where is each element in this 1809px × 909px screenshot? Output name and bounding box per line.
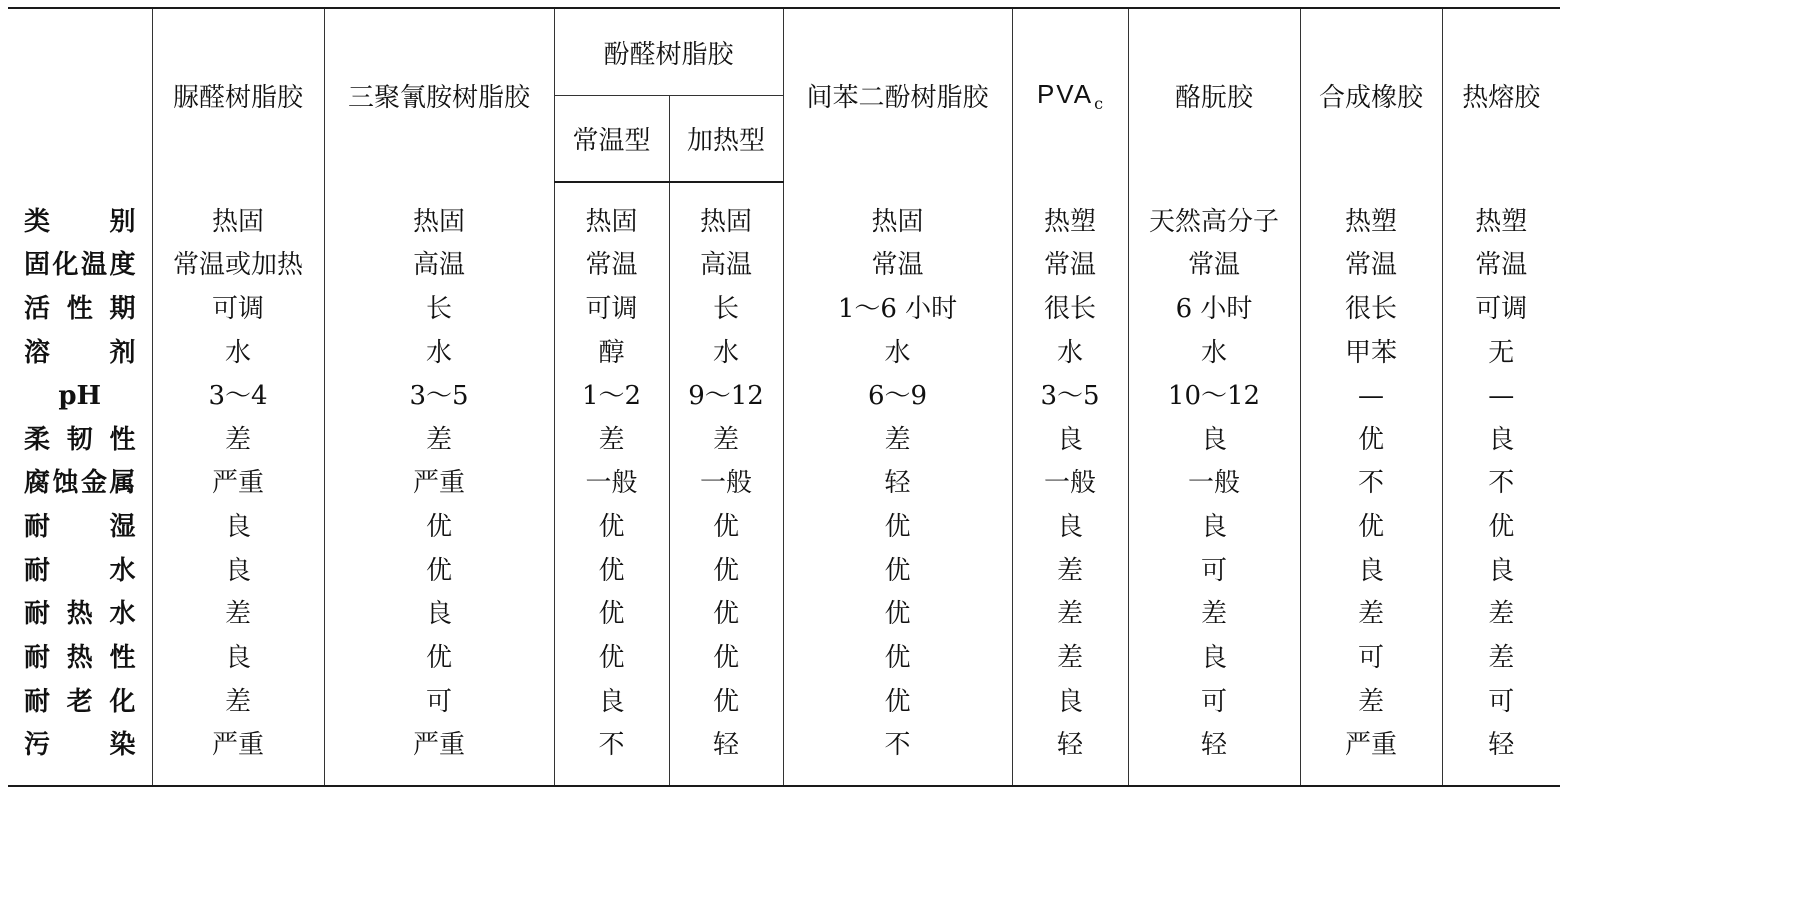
table-cell: 长 [669, 288, 783, 332]
table-cell: 常温 [1128, 244, 1300, 288]
table-cell: 差 [152, 593, 324, 637]
table-row [8, 200, 1560, 244]
table-cell: 良 [152, 637, 324, 681]
table-cell: 严重 [1300, 724, 1442, 768]
row-label: 耐热水 [24, 599, 136, 630]
row-label: 溶剂 [24, 337, 136, 368]
row-label: 柔韧性 [24, 424, 136, 455]
table-cell: 1～2 [554, 375, 669, 419]
table-cell: 轻 [783, 462, 1012, 506]
table-row [8, 331, 1560, 375]
row-label: 类别 [24, 206, 136, 237]
header-resorcinol: 间苯二酚树脂胶 [783, 8, 1012, 182]
table-cell: 6 小时 [1128, 288, 1300, 332]
table-cell: 9～12 [669, 375, 783, 419]
table-cell: 良 [1012, 506, 1128, 550]
table-cell: 优 [324, 637, 554, 681]
table-row [8, 680, 1560, 724]
table-row [8, 418, 1560, 462]
header-phenolic-room-temp: 常温型 [554, 96, 669, 183]
table-row [8, 637, 1560, 681]
table-cell: 水 [669, 331, 783, 375]
table-body [8, 182, 1560, 786]
table-cell: 优 [554, 506, 669, 550]
row-label: 固化温度 [24, 250, 136, 281]
table-cell: 优 [783, 549, 1012, 593]
table-cell: 长 [324, 288, 554, 332]
table-cell: — [1442, 375, 1560, 419]
table-cell: 优 [554, 549, 669, 593]
table-cell: 热塑 [1300, 200, 1442, 244]
table-cell: 优 [324, 549, 554, 593]
table-cell: 不 [554, 724, 669, 768]
table-row [8, 506, 1560, 550]
table-cell: 差 [554, 418, 669, 462]
row-label: 耐热性 [24, 642, 136, 673]
header-row-group [8, 8, 1560, 96]
table-cell: 可调 [152, 288, 324, 332]
table-cell: 常温 [1442, 244, 1560, 288]
table-cell: 差 [1012, 549, 1128, 593]
table-row [8, 244, 1560, 288]
header-pvac [1012, 8, 1128, 182]
table-cell: 热固 [324, 200, 554, 244]
spacer-row [8, 768, 1560, 786]
table-cell: 热固 [669, 200, 783, 244]
table-cell: 良 [1012, 418, 1128, 462]
table-cell: 优 [1300, 418, 1442, 462]
table-cell: 一般 [554, 462, 669, 506]
table-cell: 一般 [1012, 462, 1128, 506]
table-cell: 差 [152, 680, 324, 724]
table-cell: 良 [1442, 418, 1560, 462]
table-cell: 常温 [1012, 244, 1128, 288]
table-header [8, 8, 1560, 182]
table-cell: 差 [1300, 680, 1442, 724]
table-cell: 一般 [669, 462, 783, 506]
table-row [8, 288, 1560, 332]
table-cell: 甲苯 [1300, 331, 1442, 375]
table-cell: 优 [783, 637, 1012, 681]
table-cell: 水 [152, 331, 324, 375]
pvac-subscript: c [1094, 93, 1104, 113]
table-cell: 优 [669, 549, 783, 593]
table-cell: 良 [152, 549, 324, 593]
row-label: 污染 [24, 730, 136, 761]
table-cell: 热塑 [1442, 200, 1560, 244]
table-cell: 优 [669, 637, 783, 681]
table-cell: 差 [1012, 637, 1128, 681]
table-cell: 水 [783, 331, 1012, 375]
table-cell: 良 [324, 593, 554, 637]
table-cell: 不 [783, 724, 1012, 768]
table-cell: 优 [554, 593, 669, 637]
table-cell: 10～12 [1128, 375, 1300, 419]
table-cell: 差 [152, 418, 324, 462]
table-row [8, 375, 1560, 419]
table-cell: 很长 [1300, 288, 1442, 332]
table-cell: 良 [1012, 680, 1128, 724]
adhesive-properties-table [8, 7, 1560, 787]
spacer-row [8, 182, 1560, 200]
table-cell: 醇 [554, 331, 669, 375]
table-cell: 1～6 小时 [783, 288, 1012, 332]
table-cell: 严重 [152, 462, 324, 506]
row-label: 耐老化 [24, 686, 136, 717]
table-cell: 优 [669, 593, 783, 637]
table-cell: 差 [1442, 593, 1560, 637]
table-cell: 水 [1012, 331, 1128, 375]
table-row [8, 724, 1560, 768]
table-cell: 优 [783, 506, 1012, 550]
row-label: pH [58, 381, 102, 412]
table-cell: 良 [1128, 637, 1300, 681]
table-cell: 常温 [783, 244, 1012, 288]
header-corner [8, 8, 152, 182]
header-casein: 酪朊胶 [1128, 8, 1300, 182]
table-cell: 优 [669, 680, 783, 724]
table-cell: 3～4 [152, 375, 324, 419]
table-cell: 良 [554, 680, 669, 724]
table-cell: 优 [324, 506, 554, 550]
table-cell: 高温 [324, 244, 554, 288]
table-cell: 水 [1128, 331, 1300, 375]
table-cell: 轻 [1442, 724, 1560, 768]
row-label: 耐水 [24, 555, 136, 586]
table-cell: 可调 [554, 288, 669, 332]
row-label: 活性期 [24, 293, 136, 324]
header-melamine: 三聚氰胺树脂胶 [324, 8, 554, 182]
table-cell: 常温或加热 [152, 244, 324, 288]
table-cell: — [1300, 375, 1442, 419]
table-cell: 优 [783, 593, 1012, 637]
table-cell: 无 [1442, 331, 1560, 375]
header-synthetic-rubber: 合成橡胶 [1300, 8, 1442, 182]
table-cell: 水 [324, 331, 554, 375]
header-urea-formaldehyde: 脲醛树脂胶 [152, 8, 324, 182]
header-phenolic-group: 酚醛树脂胶 [554, 8, 783, 96]
table-cell: 良 [1128, 506, 1300, 550]
table-cell: 优 [1442, 506, 1560, 550]
table-cell: 轻 [669, 724, 783, 768]
table-cell: 可 [1442, 680, 1560, 724]
table-cell: 良 [1300, 549, 1442, 593]
table-cell: 严重 [152, 724, 324, 768]
table-cell: 热固 [783, 200, 1012, 244]
table-cell: 轻 [1128, 724, 1300, 768]
table-cell: 优 [1300, 506, 1442, 550]
table-cell: 不 [1300, 462, 1442, 506]
pvac-main-text: PVA [1036, 78, 1094, 109]
table-cell: 常温 [554, 244, 669, 288]
header-phenolic-heated: 加热型 [669, 96, 783, 183]
table-cell: 可 [1128, 549, 1300, 593]
table-cell: 差 [783, 418, 1012, 462]
table-cell: 优 [554, 637, 669, 681]
table-cell: 天然高分子 [1128, 200, 1300, 244]
table-cell: 可调 [1442, 288, 1560, 332]
table-cell: 6～9 [783, 375, 1012, 419]
table-cell: 轻 [1012, 724, 1128, 768]
table-cell: 热固 [152, 200, 324, 244]
table-cell: 常温 [1300, 244, 1442, 288]
table-cell: 可 [324, 680, 554, 724]
table-cell: 高温 [669, 244, 783, 288]
table-cell: 可 [1128, 680, 1300, 724]
table-cell: 差 [1012, 593, 1128, 637]
table-cell: 差 [1128, 593, 1300, 637]
row-label: 腐蚀金属 [24, 468, 136, 499]
table-cell: 差 [669, 418, 783, 462]
table-cell: 可 [1300, 637, 1442, 681]
table-cell: 不 [1442, 462, 1560, 506]
table-cell: 优 [669, 506, 783, 550]
table-cell: 热塑 [1012, 200, 1128, 244]
table-cell: 热固 [554, 200, 669, 244]
table-cell: 3～5 [1012, 375, 1128, 419]
table-cell: 很长 [1012, 288, 1128, 332]
table-cell: 严重 [324, 462, 554, 506]
table-row [8, 549, 1560, 593]
table-cell: 差 [1300, 593, 1442, 637]
table-cell: 良 [1442, 549, 1560, 593]
table-cell: 一般 [1128, 462, 1300, 506]
row-label: 耐湿 [24, 512, 136, 543]
table-cell: 良 [152, 506, 324, 550]
header-hot-melt: 热熔胶 [1442, 8, 1560, 182]
table-cell: 3～5 [324, 375, 554, 419]
table-cell: 严重 [324, 724, 554, 768]
table-row [8, 462, 1560, 506]
table-cell: 优 [783, 680, 1012, 724]
table-cell: 良 [1128, 418, 1300, 462]
table-row [8, 593, 1560, 637]
table-cell: 差 [1442, 637, 1560, 681]
table-cell: 差 [324, 418, 554, 462]
